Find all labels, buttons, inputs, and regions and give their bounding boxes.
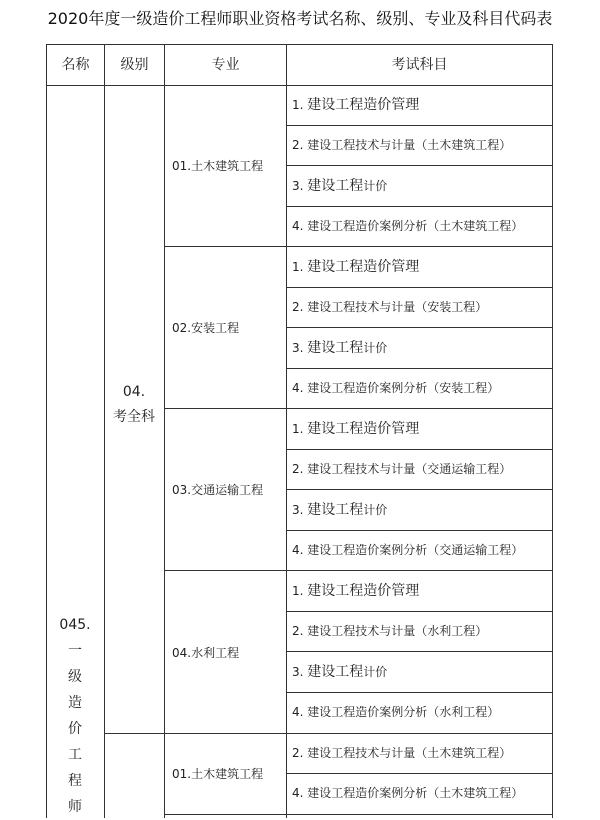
subject-cell xyxy=(292,206,548,246)
subject-text: 建设工程技术与计量（水利工程） xyxy=(307,624,488,638)
subject-text: 建设工程造价管理 xyxy=(307,583,420,599)
subject-cell xyxy=(292,368,548,408)
exam-name-code: 045. xyxy=(59,617,91,633)
subject-text: 建设工程技术与计量（土木建筑工程） xyxy=(307,138,512,152)
subject-cell xyxy=(292,247,548,287)
subject-num: 2. xyxy=(292,138,304,152)
group-separator xyxy=(164,814,552,815)
subject-text: 建设工程造价管理 xyxy=(307,421,420,437)
subject-text: 计价 xyxy=(363,503,388,517)
subject-cell xyxy=(292,490,548,530)
subject-text: 建设工程造价管理 xyxy=(307,97,420,113)
subject-cell xyxy=(292,530,548,570)
page-title: 2020年度一级造价工程师职业资格考试名称、级别、专业及科目代码表 xyxy=(47,9,553,28)
subject-text: 建设工程造价案例分析（土木建筑工程） xyxy=(307,786,524,800)
subject-text: 计价 xyxy=(363,179,388,193)
subject-cell xyxy=(292,692,548,732)
subject-text: 建设工程 xyxy=(307,340,364,356)
subject-num: 1. xyxy=(292,98,304,112)
subject-cell xyxy=(292,409,548,449)
subject-cell xyxy=(292,328,548,368)
specialty-label: 03.交通运输工程 xyxy=(172,483,264,497)
subject-text: 建设工程技术与计量（交通运输工程） xyxy=(307,462,512,476)
subject-num: 4. xyxy=(292,786,304,800)
subject-text: 建设工程造价管理 xyxy=(307,259,420,275)
subject-num: 1. xyxy=(292,422,304,436)
column-line xyxy=(104,44,105,818)
exam-name-char: 程 xyxy=(68,773,82,789)
subject-text: 建设工程 xyxy=(307,502,364,518)
subject-text: 计价 xyxy=(363,665,388,679)
specialty-label: 01.土木建筑工程 xyxy=(172,767,264,781)
exam-name-cell xyxy=(46,612,104,820)
subject-num: 4. xyxy=(292,219,304,233)
subject-text: 建设工程造价案例分析（水利工程） xyxy=(307,705,500,719)
exam-name-char: 工 xyxy=(68,747,82,763)
subject-num: 2. xyxy=(292,624,304,638)
subject-num: 4. xyxy=(292,381,304,395)
specialty-label: 01.土木建筑工程 xyxy=(172,159,264,173)
subject-cell xyxy=(292,166,548,206)
subject-cell xyxy=(292,125,548,165)
subject-text: 建设工程 xyxy=(307,664,364,680)
subject-num: 3. xyxy=(292,341,304,355)
subject-text: 建设工程造价案例分析（交通运输工程） xyxy=(307,543,524,557)
level-code: 04. xyxy=(122,384,146,400)
level-cell xyxy=(104,380,164,430)
column-line xyxy=(286,44,287,818)
subject-num: 1. xyxy=(292,584,304,598)
subject-num: 2. xyxy=(292,746,304,760)
subject-text: 建设工程造价案例分析（安装工程） xyxy=(307,381,500,395)
subject-cell xyxy=(292,85,548,125)
subject-cell xyxy=(292,449,548,489)
specialty-label: 02.安装工程 xyxy=(172,321,240,335)
subject-num: 2. xyxy=(292,462,304,476)
subject-cell xyxy=(292,611,548,651)
header-specialty: 专业 xyxy=(211,57,240,73)
subject-num: 2. xyxy=(292,300,304,314)
exam-name-char: 级 xyxy=(68,669,82,685)
subject-num: 4. xyxy=(292,705,304,719)
subject-text: 建设工程造价案例分析（土木建筑工程） xyxy=(307,219,524,233)
exam-name-char: 价 xyxy=(68,721,82,737)
subject-cell xyxy=(292,773,548,813)
subject-num: 4. xyxy=(292,543,304,557)
subject-num: 3. xyxy=(292,179,304,193)
subject-text: 建设工程技术与计量（土木建筑工程） xyxy=(307,746,512,760)
subject-num: 3. xyxy=(292,665,304,679)
subject-cell xyxy=(292,287,548,327)
subject-num: 1. xyxy=(292,260,304,274)
subject-text: 建设工程 xyxy=(307,178,364,194)
column-line xyxy=(552,44,553,818)
exam-name-char: 师 xyxy=(68,799,82,815)
specialty-label: 04.水利工程 xyxy=(172,646,240,660)
exam-name-char: 造 xyxy=(68,695,82,711)
subject-num: 3. xyxy=(292,503,304,517)
subject-cell xyxy=(292,571,548,611)
subject-cell xyxy=(292,733,548,773)
header-subjects: 考试科目 xyxy=(391,57,448,73)
level-label: 考全科 xyxy=(113,409,155,425)
subject-text: 建设工程技术与计量（安装工程） xyxy=(307,300,488,314)
subject-text: 计价 xyxy=(363,341,388,355)
header-name: 名称 xyxy=(61,57,90,73)
exam-name-char: 一 xyxy=(68,643,82,659)
subject-cell xyxy=(292,652,548,692)
column-line xyxy=(164,44,165,818)
header-level: 级别 xyxy=(120,57,149,73)
